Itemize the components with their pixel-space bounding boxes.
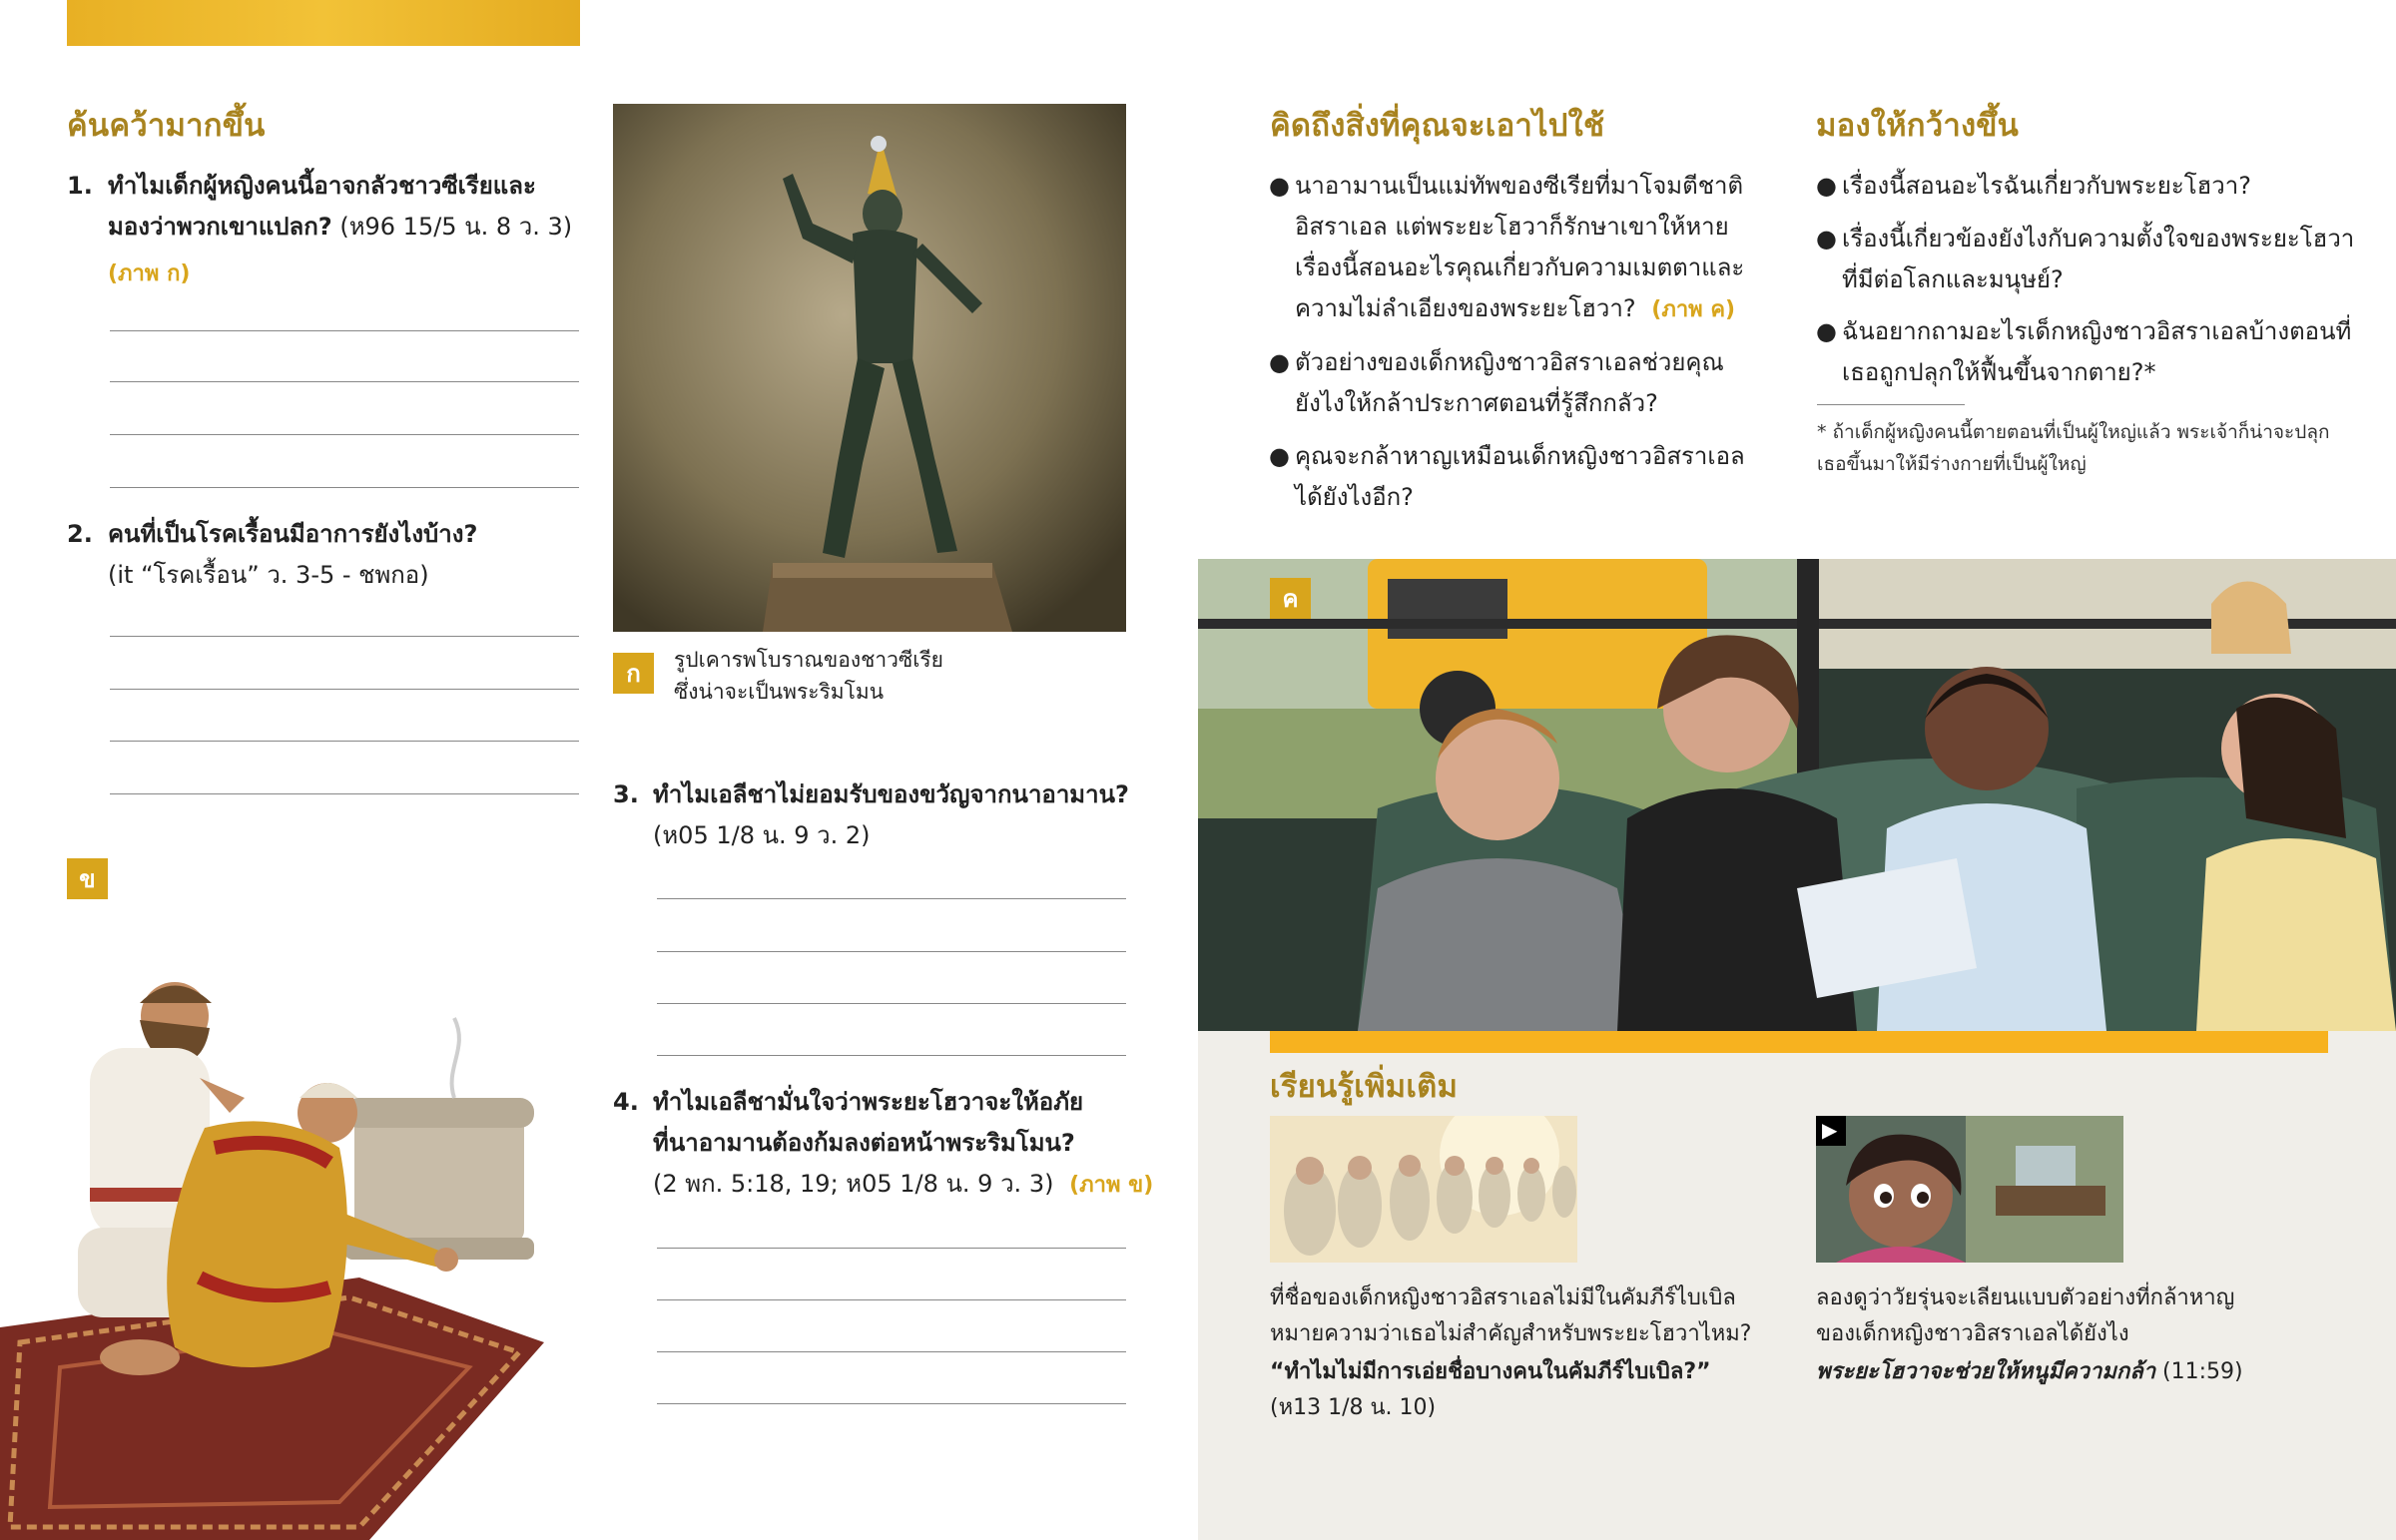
bullet-text: ตัวอย่างของเด็กหญิงชาวอิสราเอลช่วยคุณ [1295,348,1724,376]
answer-line[interactable] [110,434,579,435]
bullet-dot: ● [1816,225,1837,253]
learn-more-bar [1270,1031,2328,1053]
question-4-picture-ref: (ภาพ ข) [1069,1173,1154,1198]
question-4-reference[interactable]: (2 พก. 5:18, 19; ห05 1/8 น. 9 ว. 3) [653,1170,1054,1198]
teens-on-bus-photo [1198,559,2396,1031]
learn-item2-line1: ลองดูว่าวัยรุ่นจะเลียนแบบตัวอย่างที่กล้าหาญ [1816,1285,2235,1310]
play-icon[interactable]: ▶ [1822,1118,1838,1142]
answer-line[interactable] [657,1248,1126,1249]
learn-item2-line2: ของเด็กหญิงชาวอิสราเอลได้ยังไง [1816,1321,2129,1346]
question-2-reference[interactable]: (it “โรคเรื้อน” ว. 3-5 - ชพกอ) [108,561,429,589]
learn-more-heading: เรียนรู้เพิ่มเติม [1270,1069,1459,1105]
question-3-line1: ทำไมเอลีชาไม่ยอมรับของขวัญจากนาอามาน? [653,780,1129,808]
answer-line[interactable] [657,951,1126,952]
wider-view-heading: มองให้กว้างขึ้น [1816,108,2020,144]
bullet-dot: ● [1269,348,1290,376]
answer-line[interactable] [110,793,579,794]
naaman-kneeling-illustration [0,948,579,1540]
picture-tag-a: ก [613,653,654,694]
video-thumbnail[interactable] [1816,1116,2123,1263]
bullet-text: เรื่องนี้เกี่ยวข้องยังไงกับความตั้งใจของพระยะโฮวา [1842,225,2355,253]
idol-statue-photo [613,104,1126,632]
footnote-divider [1817,404,1965,405]
bullet-text: ยังไงให้กล้าประกาศตอนที่รู้สึกกลัว? [1295,389,1658,417]
apply-bullet [1269,436,1745,518]
apply-heading: คิดถึงสิ่งที่คุณจะเอาไปใช้ [1270,108,1605,144]
bullet-text: เรื่องนี้สอนอะไรคุณเกี่ยวกับความเมตตาและ [1295,254,1745,281]
apply-bullet [1269,166,1745,330]
wider-bullet [1816,166,2251,207]
idol-caption-line1: รูปเคารพโบราณของชาวซีเรีย [674,648,943,672]
learn-item1-line1: ที่ชื่อของเด็กหญิงชาวอิสราเอลไม่มีในคัมภีร์ไบเบิล [1270,1285,1736,1310]
wider-bullet [1816,219,2355,300]
answer-line[interactable] [657,1003,1126,1004]
bullet-text: คุณจะกล้าหาญเหมือนเด็กหญิงชาวอิสราเอล [1295,442,1745,470]
question-1-picture-ref: (ภาพ ก) [108,261,191,286]
answer-line[interactable] [110,487,579,488]
apply-picture-ref: (ภาพ ค) [1651,297,1736,322]
learn-item1-reference[interactable]: (ห13 1/8 น. 10) [1270,1395,1437,1420]
bullet-dot: ● [1816,172,1837,200]
wider-bullet [1816,311,2352,393]
apply-bullet [1269,342,1724,424]
question-1-number: 1. [67,172,93,200]
idol-caption-line2: ซึ่งน่าจะเป็นพระริมโมน [674,680,885,704]
research-heading: ค้นคว้ามากขึ้น [67,108,266,144]
bullet-dot: ● [1816,317,1837,345]
article-thumbnail[interactable] [1270,1116,1577,1263]
footnote-line1: * ถ้าเด็กผู้หญิงคนนี้ตายตอนที่เป็นผู้ใหญ่แล้ว พระเจ้าก็น่าจะปลุก [1817,421,2330,443]
bullet-text: ได้ยังไงอีก? [1295,483,1414,511]
question-3-number: 3. [613,780,639,808]
learn-item1-line2: หมายความว่าเธอไม่สำคัญสำหรับพระยะโฮวาไหม? [1270,1321,1752,1346]
answer-line[interactable] [110,741,579,742]
bullet-text: ความไม่ลำเอียงของพระยะโฮวา? [1295,294,1636,322]
learn-item2-duration: (11:59) [2162,1359,2243,1384]
answer-line[interactable] [110,636,579,637]
bullet-text: นาอามานเป็นแม่ทัพของซีเรียที่มาโจมตีชาติ [1295,172,1744,200]
question-1-line2: มองว่าพวกเขาแปลก? [108,213,332,241]
question-3-reference[interactable]: (ห05 1/8 น. 9 ว. 2) [653,821,871,849]
question-1-line1: ทำไมเด็กผู้หญิงคนนี้อาจกลัวชาวซีเรียและ [108,172,536,200]
question-4-number: 4. [613,1088,639,1116]
question-1-reference[interactable]: (ห96 15/5 น. 8 ว. 3) [339,213,573,241]
bullet-text: อิสราเอล แต่พระยะโฮวาก็รักษาเขาให้หาย [1295,213,1729,241]
picture-tag-c: ค [1270,578,1311,619]
bullet-text: เรื่องนี้สอนอะไรฉันเกี่ยวกับพระยะโฮวา? [1842,172,2251,200]
footnote-line2: เธอขึ้นมาให้มีร่างกายที่เป็นผู้ใหญ่ [1817,453,2087,475]
bullet-text: ฉันอยากถามอะไรเด็กหญิงชาวอิสราเอลบ้างตอนที่ [1842,317,2352,345]
answer-line[interactable] [657,1403,1126,1404]
answer-line[interactable] [657,1299,1126,1300]
picture-tag-b: ข [67,858,108,899]
question-2-number: 2. [67,520,93,548]
answer-line[interactable] [657,1351,1126,1352]
question-4-line2: ที่นาอามานต้องก้มลงต่อหน้าพระริมโมน? [653,1129,1075,1157]
bullet-text: เธอถูกปลุกให้ฟื้นขึ้นจากตาย?* [1842,358,2156,386]
top-decorative-bar [67,0,580,46]
learn-item2-video-title-link[interactable]: พระยะโฮวาจะช่วยให้หนูมีความกล้า [1816,1359,2156,1384]
answer-line[interactable] [110,330,579,331]
answer-line[interactable] [657,898,1126,899]
answer-line[interactable] [110,381,579,382]
bullet-dot: ● [1269,442,1290,470]
answer-line[interactable] [657,1055,1126,1056]
bullet-text: ที่มีต่อโลกและมนุษย์? [1842,265,2064,293]
question-4-line1: ทำไมเอลีชามั่นใจว่าพระยะโฮวาจะให้อภัย [653,1088,1084,1116]
bullet-dot: ● [1269,172,1290,200]
learn-item1-title-link[interactable]: “ทำไมไม่มีการเอ่ยชื่อบางคนในคัมภีร์ไบเบิล?” [1270,1359,1711,1384]
question-2-line1: คนที่เป็นโรคเรื้อนมีอาการยังไงบ้าง? [108,520,478,548]
answer-line[interactable] [110,689,579,690]
